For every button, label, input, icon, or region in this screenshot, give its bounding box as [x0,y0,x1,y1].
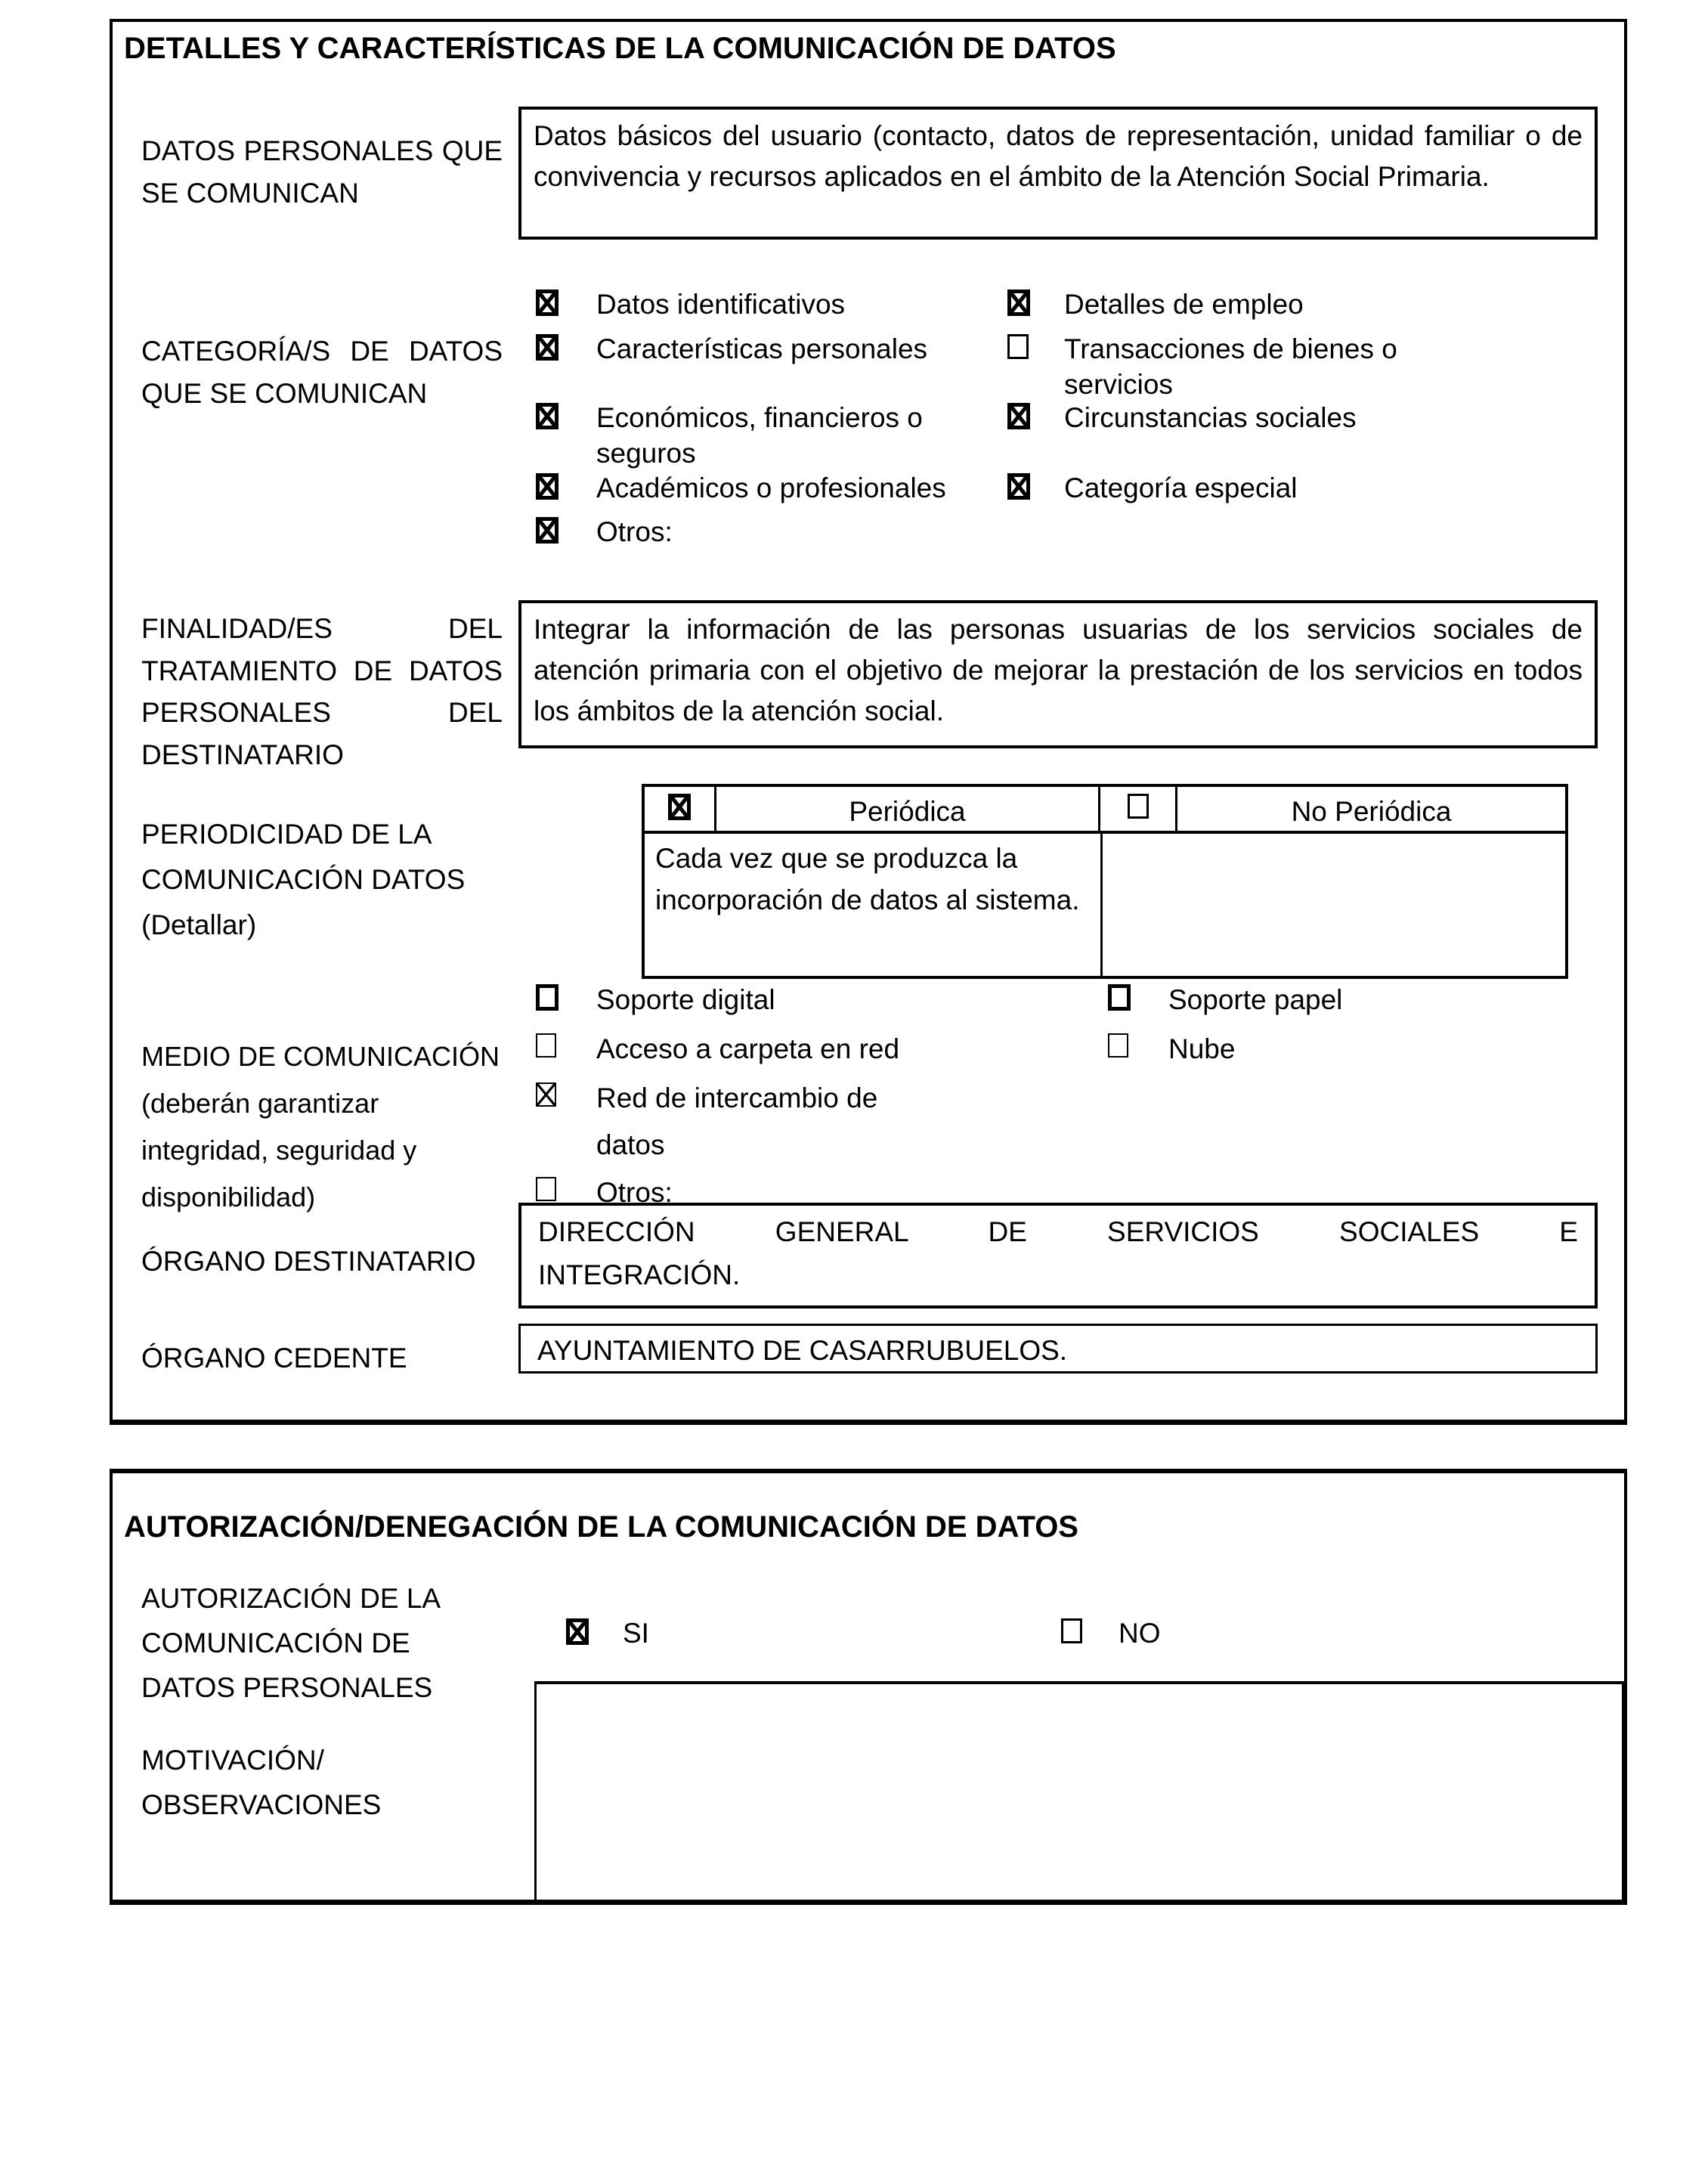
option-label: Detalles de empleo [1064,289,1304,320]
organo-cedente-label: ÓRGANO CEDENTE [141,1343,407,1374]
option-label: Otros: [596,516,673,547]
option-economicos-financieros [536,400,1007,472]
option-label: Red de intercambio de datos [596,1082,878,1161]
option-circunstancias-sociales [1007,400,1536,435]
categorias-label: CATEGORÍA/S DE DATOS QUE SE COMUNICAN [141,336,503,409]
option-no [1061,1615,1288,1651]
checkbox-no-periodica[interactable] [1128,794,1149,819]
option-si [566,1615,793,1651]
checkbox-periodica[interactable] [668,794,691,820]
periodica-checkbox-cell [645,787,716,831]
checkbox-soporte-digital[interactable] [536,984,559,1011]
periodica-detail: Cada vez que se produzca la incorporación de datos al sistema. [645,834,1103,976]
option-label: Transacciones de bienes o servicios [1064,333,1397,401]
option-acceso-carpeta-red [536,1026,1007,1073]
motivacion-value-box [534,1681,1624,1903]
periodicidad-table [642,784,1568,979]
option-caracteristicas-personales [536,331,1007,367]
datos-personales-value-box: Datos básicos del usuario (contacto, datos de representación, unidad familiar o de convivencia y recursos aplicados en el ámbito de la Atención Social Primaria. [518,107,1598,240]
option-categoria-especial [1007,470,1536,506]
option-label: Características personales [596,333,928,364]
organo-destinatario-label: ÓRGANO DESTINATARIO [141,1246,476,1277]
option-label: Soporte digital [596,984,775,1015]
periodicidad-detail-row [645,834,1565,976]
option-soporte-papel [1108,977,1561,1024]
checkbox-otros-categoria[interactable] [536,517,559,544]
no-periodica-detail [1103,834,1565,976]
organo-destinatario-value-box: DIRECCIÓN GENERAL DE SERVICIOS SOCIALES E INTEGRACIÓN. [518,1203,1598,1308]
checkbox-red-intercambio[interactable] [536,1082,556,1107]
option-transacciones [1007,331,1536,403]
datos-personales-label: DATOS PERSONALES QUE SE COMUNICAN [141,135,503,209]
option-nube [1108,1026,1561,1073]
checkbox-acceso-carpeta-red[interactable] [536,1033,556,1058]
section-autorizacion [110,1469,1627,1905]
checkbox-detalles-empleo[interactable] [1007,290,1030,316]
checkbox-economicos-financieros[interactable] [536,403,559,429]
autorizacion-label: AUTORIZACIÓN DE LA COMUNICACIÓN DE DATOS PERSONALES [141,1583,440,1704]
checkbox-datos-identificativos[interactable] [536,290,559,316]
section-detalles [110,19,1627,1425]
option-label: Soporte papel [1168,984,1343,1015]
periodica-header: Periódica [716,787,1100,831]
option-datos-identificativos [536,286,1007,322]
no-label: NO [1119,1618,1161,1649]
option-label: Acceso a carpeta en red [596,1033,900,1064]
checkbox-si[interactable] [566,1618,589,1645]
checkbox-no[interactable] [1061,1618,1082,1643]
no-periodica-header: No Periódica [1291,796,1452,827]
option-label: Económicos, financieros o seguros [596,402,923,469]
checkbox-academicos-profesionales[interactable] [536,473,559,500]
checkbox-nube[interactable] [1108,1033,1128,1058]
option-label: Otros: [596,1177,673,1208]
section-autorizacion-title: AUTORIZACIÓN/DENEGACIÓN DE LA COMUNICACIÓN DE DATOS [124,1510,1078,1544]
option-label: Circunstancias sociales [1064,402,1357,433]
option-otros-categoria [536,514,1007,550]
checkbox-categoria-especial[interactable] [1007,473,1030,500]
option-soporte-digital [536,977,1007,1024]
option-academicos-profesionales [536,470,1007,506]
finalidad-value-box: Integrar la información de las personas usuarias de los servicios sociales de atención primaria con el objetivo de mejorar la prestación de los servicios en todos los ámbitos de la atención social. [518,600,1598,748]
option-label: Nube [1168,1033,1236,1064]
option-label: Categoría especial [1064,472,1298,503]
option-label: Académicos o profesionales [596,472,946,503]
motivacion-label: MOTIVACIÓN/ OBSERVACIONES [141,1745,382,1821]
checkbox-otros-medio[interactable] [536,1177,556,1201]
finalidad-label: FINALIDAD/ES DEL TRATAMIENTO DE DATOS PERSONALES DEL DESTINATARIO [141,613,503,770]
no-periodica-checkbox-cell [1100,787,1177,831]
checkbox-soporte-papel[interactable] [1108,984,1131,1011]
section-detalles-title: DETALLES Y CARACTERÍSTICAS DE LA COMUNICACIÓN DE DATOS [124,32,1116,65]
organo-cedente-value-box: AYUNTAMIENTO DE CASARRUBUELOS. [518,1324,1598,1374]
medio-label: MEDIO DE COMUNICACIÓN (deberán garantizar integridad, seguridad y disponibilidad) [141,1041,500,1212]
option-red-intercambio [536,1075,1007,1169]
si-label: SI [623,1618,649,1649]
checkbox-caracteristicas-personales[interactable] [536,334,559,361]
periodicidad-label: PERIODICIDAD DE LA COMUNICACIÓN DATOS (Detallar) [141,819,466,940]
option-detalles-empleo [1007,286,1536,322]
option-label: Datos identificativos [596,289,846,320]
checkbox-circunstancias-sociales[interactable] [1007,403,1030,429]
checkbox-transacciones[interactable] [1007,334,1029,359]
periodicidad-header-row [645,787,1565,834]
